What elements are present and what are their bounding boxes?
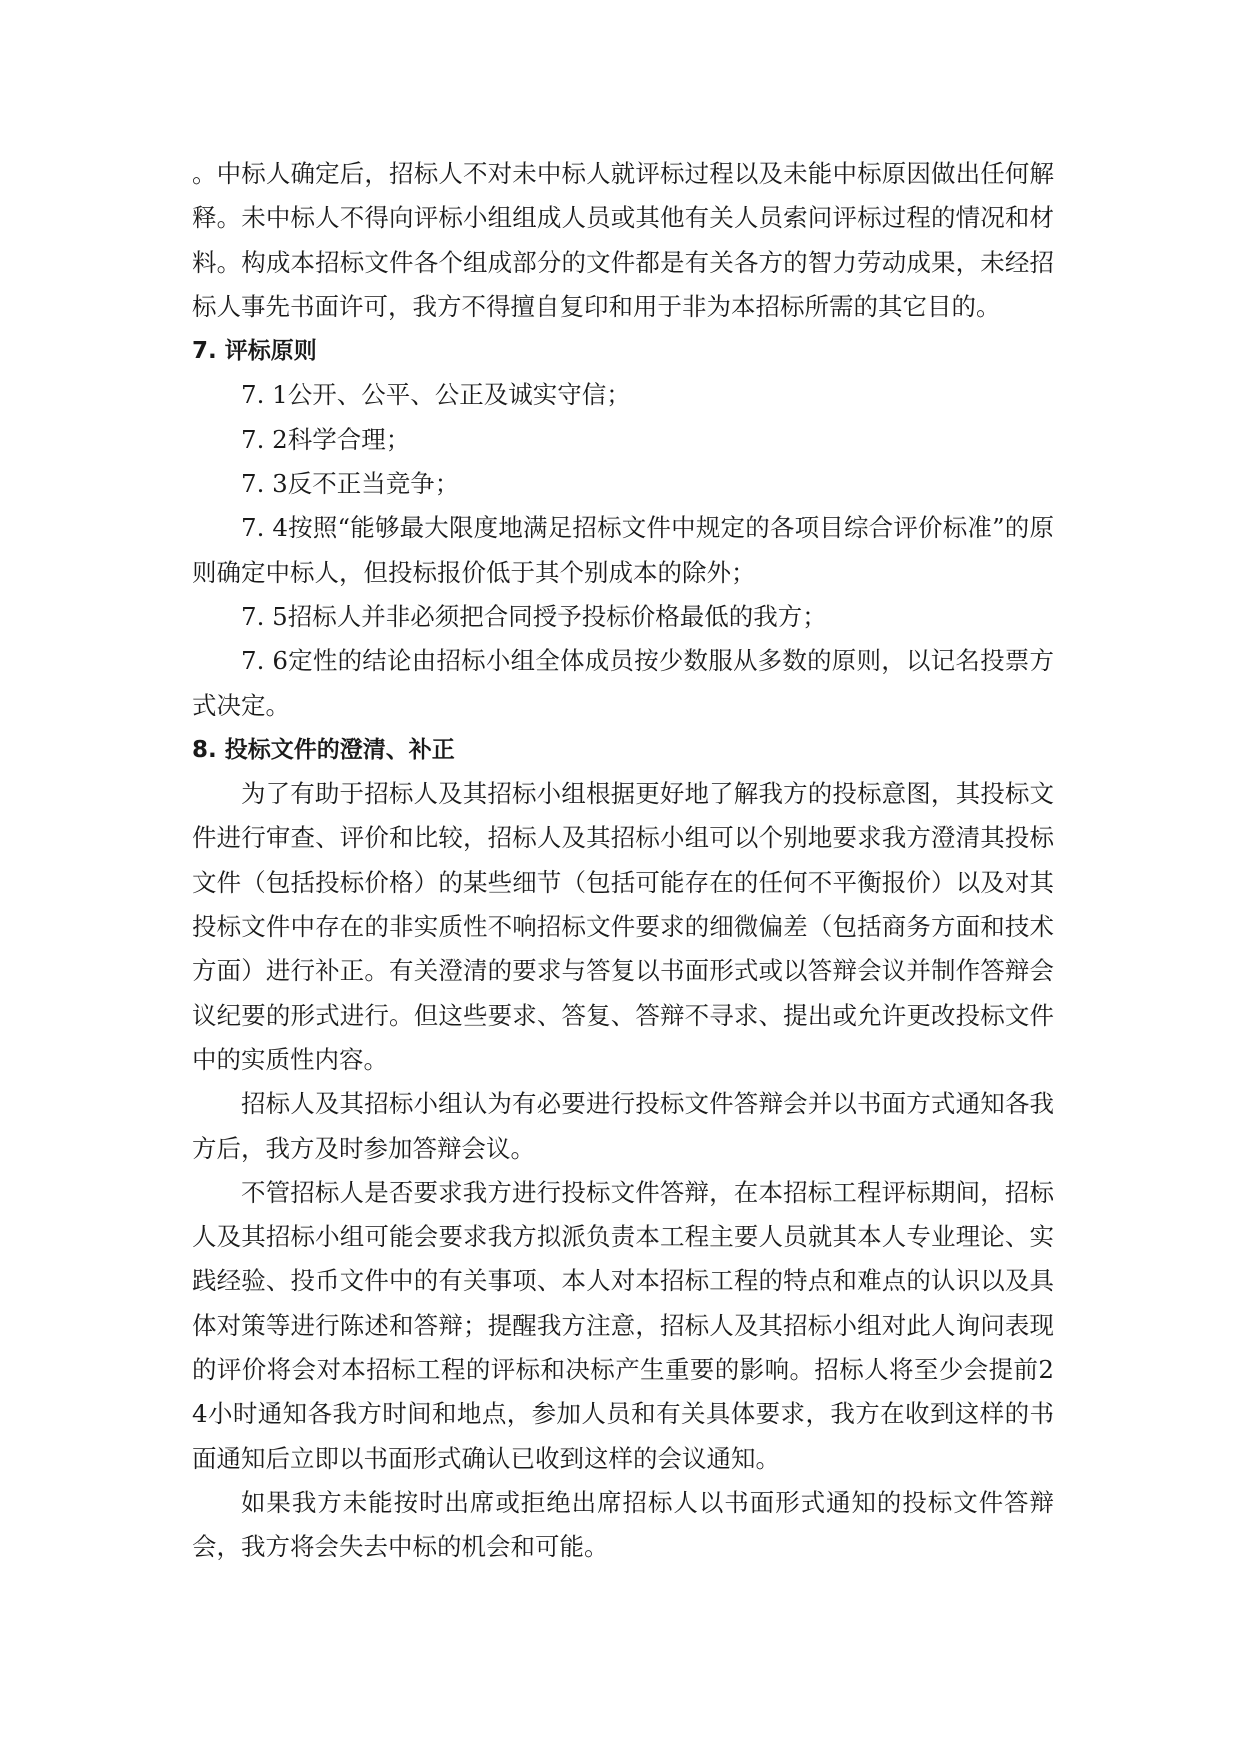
document-page <box>192 152 1054 1570</box>
section-8-paragraph-4: 如果我方未能按时出席或拒绝出席招标人以书面形式通知的投标文件答辩会，我方将会失去中标的机会和可能。 <box>192 1487 1054 1562</box>
intro-paragraph: 。中标人确定后，招标人不对未中标人就评标过程以及未能中标原因做出任何解释。未中标人不得向评标小组组成人员或其他有关人员索问评标过程的情况和材料。构成本招标文件各个组成部分的文件都是有关各方的智力劳动成果，未经招标人事先书面许可，我方不得擅自复印和用于非为本招标所需的其它目的。 <box>192 159 1054 321</box>
section-8-paragraph-2: 招标人及其招标小组认为有必要进行投标文件答辩会并以书面方式通知各我方后，我方及时参加答辩会议。 <box>192 1089 1054 1163</box>
section-8-heading: 8. 投标文件的澄清、补正 <box>192 736 455 763</box>
section-7-item-3: 7. 3反不正当竞争； <box>241 469 460 499</box>
section-7-item-5: 7. 5招标人并非必须把合同授予投标价格最低的我方； <box>241 601 827 631</box>
section-7-heading: 7. 评标原则 <box>192 338 317 365</box>
section-8-paragraph-1: 为了有助于招标人及其招标小组根据更好地了解我方的投标意图，其投标文件进行审查、评价和比较，招标人及其招标小组可以个别地要求我方澄清其投标文件（包括投标价格）的某些细节（包括可能存在的任何不平衡报价）以及对其投标文件中存在的非实质性不响招标文件要求的细微偏差（包括商务方面和技术方面）进行补正。有关澄清的要求与答复以书面形式或以答辩会议并制作答辩会议纪要的形式进行。但这些要求、答复、答辩不寻求、提出或允许更改投标文件中的实质性内容。 <box>192 779 1054 1074</box>
section-7-item-6: 7. 6定性的结论由招标小组全体成员按少数服从多数的原则，以记名投票方式决定。 <box>192 646 1054 720</box>
section-7-item-1: 7. 1公开、公平、公正及诚实守信； <box>241 380 631 410</box>
section-8-paragraph-3: 不管招标人是否要求我方进行投标文件答辩，在本招标工程评标期间，招标人及其招标小组可能会要求我方拟派负责本工程主要人员就其本人专业理论、实践经验、投币文件中的有关事项、本人对本招标工程的特点和难点的认识以及具体对策等进行陈述和答辩；提醒我方注意，招标人及其招标小组对此人询问表现的评价将会对本招标工程的评标和决标产生重要的影响。招标人将至少会提前24小时通知各我方时间和地点，参加人员和有关具体要求，我方在收到这样的书面通知后立即以书面形式确认已收到这样的会议通知。 <box>192 1177 1054 1473</box>
section-7-item-4: 7. 4按照“能够最大限度地满足招标文件中规定的各项目综合评价标准”的原则确定中标人，但投标报价低于其个别成本的除外； <box>192 513 1054 587</box>
section-7-item-2: 7. 2科学合理； <box>241 424 411 454</box>
